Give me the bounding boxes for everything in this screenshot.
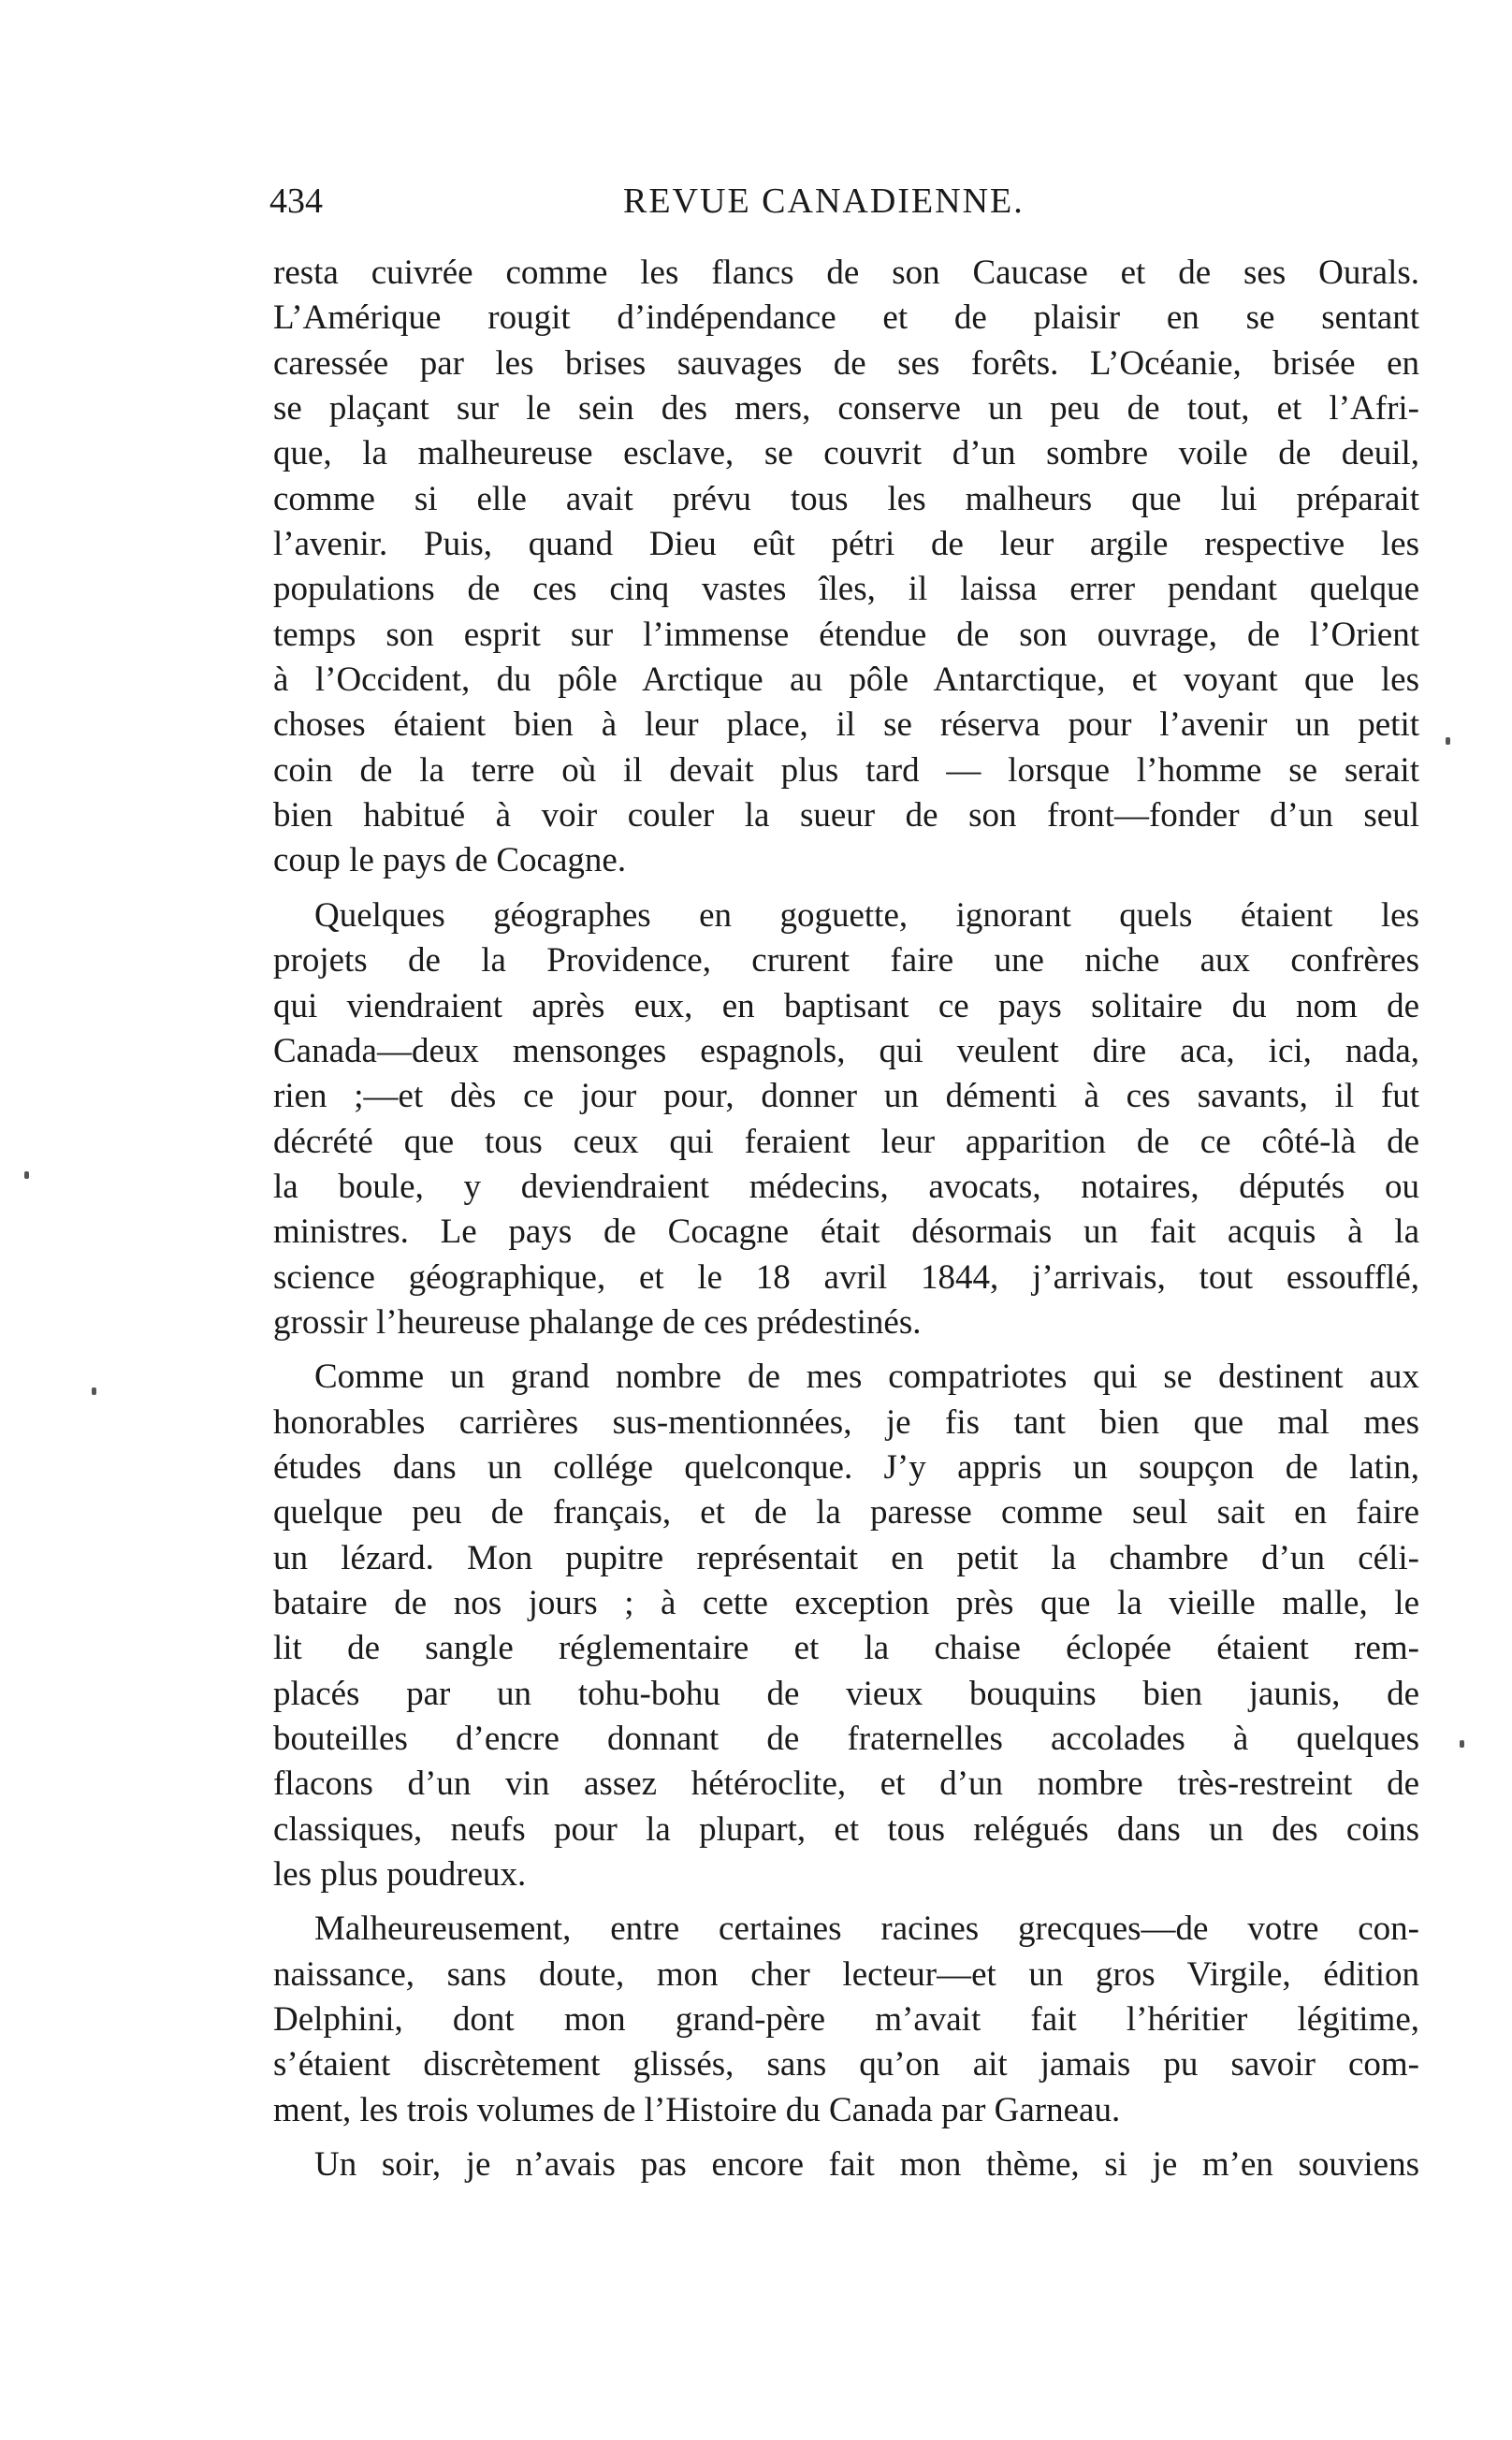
margin-speck bbox=[24, 1171, 29, 1179]
text-line: Quelques géographes en goguette, ignorant quels étaient les bbox=[314, 895, 1419, 935]
text-line: bien habitué à voir couler la sueur de son front—fonder d’un seul bbox=[273, 796, 1419, 835]
page-header bbox=[269, 175, 1413, 227]
paragraph-gap bbox=[273, 884, 1419, 893]
text-line: choses étaient bien à leur place, il se réserva pour l’avenir un petit bbox=[273, 705, 1419, 745]
text-line: que, la malheureuse esclave, se couvrit d’un sombre voile de deuil, bbox=[273, 434, 1419, 473]
paragraph bbox=[273, 1355, 1419, 1897]
text-line: placés par un tohu-bohu de vieux bouquins bien jaunis, de bbox=[273, 1674, 1419, 1713]
text-line: Un soir, je n’avais pas encore fait mon thème, si je m’en souviens bbox=[314, 2145, 1419, 2185]
text-line: Comme un grand nombre de mes compatriotes qui se destinent aux bbox=[314, 1358, 1419, 1397]
margin-speck bbox=[1460, 1740, 1464, 1748]
paragraph bbox=[273, 893, 1419, 1345]
body-text bbox=[273, 251, 1419, 2187]
running-head: REVUE CANADIENNE. bbox=[623, 182, 1025, 221]
text-line: décrété que tous ceux qui feraient leur apparition de ce côté-là de bbox=[273, 1122, 1419, 1161]
text-line: coin de la terre où il devait plus tard — lorsque l’homme se serait bbox=[273, 750, 1419, 790]
text-line: grossir l’heureuse phalange de ces prédestinés. bbox=[273, 1302, 922, 1342]
text-line: flacons d’un vin assez hétéroclite, et d’un nombre très-restreint de bbox=[273, 1765, 1419, 1804]
text-line: les plus poudreux. bbox=[273, 1855, 527, 1895]
text-line: coup le pays de Cocagne. bbox=[273, 841, 627, 880]
text-line: L’Amérique rougit d’indépendance et de plaisir en se sentant bbox=[273, 298, 1419, 338]
text-line: bouteilles d’encre donnant de fraternelles accolades à quelques bbox=[273, 1720, 1419, 1758]
paragraph-gap bbox=[273, 1345, 1419, 1355]
paragraph bbox=[273, 1907, 1419, 2133]
text-line: caressée par les brises sauvages de ses forêts. L’Océanie, brisée en bbox=[273, 343, 1419, 383]
text-line: naissance, sans doute, mon cher lecteur—et un gros Virgile, édition bbox=[273, 1954, 1419, 1994]
text-line: ministres. Le pays de Cocagne était désormais un fait acquis à la bbox=[273, 1213, 1419, 1252]
text-line: comme si elle avait prévu tous les malheurs que lui préparait bbox=[273, 479, 1419, 518]
text-line: la boule, y deviendraient médecins, avocats, notaires, députés ou bbox=[273, 1167, 1419, 1206]
page-number: 434 bbox=[269, 182, 323, 221]
text-line: rien ;—et dès ce jour pour, donner un démenti à ces savants, il fut bbox=[273, 1077, 1419, 1116]
text-line: bataire de nos jours ; à cette exception près que la vieille malle, le bbox=[273, 1583, 1419, 1622]
text-line: Delphini, dont mon grand-père m’avait fait l’héritier légitime, bbox=[273, 2000, 1419, 2040]
paragraph-gap bbox=[273, 2133, 1419, 2142]
text-line: quelque peu de français, et de la paresse comme seul sait en faire bbox=[273, 1493, 1419, 1532]
margin-speck bbox=[1446, 737, 1450, 745]
paragraph bbox=[273, 2142, 1419, 2187]
paragraph-gap bbox=[273, 1897, 1419, 1907]
margin-speck bbox=[92, 1387, 96, 1395]
text-line: resta cuivrée comme les flancs de son Caucase et de ses Ourals. bbox=[273, 254, 1419, 292]
text-line: projets de la Providence, crurent faire une niche aux confrères bbox=[273, 941, 1419, 980]
text-line: un lézard. Mon pupitre représentait en petit la chambre d’un céli- bbox=[273, 1538, 1419, 1577]
text-line: qui viendraient après eux, en baptisant ce pays solitaire du nom de bbox=[273, 986, 1419, 1025]
text-line: lit de sangle réglementaire et la chaise éclopée étaient rem- bbox=[273, 1629, 1419, 1668]
paragraph bbox=[273, 251, 1419, 884]
text-line: études dans un collége quelconque. J’y appris un soupçon de latin, bbox=[273, 1447, 1419, 1487]
text-line: temps son esprit sur l’immense étendue de son ouvrage, de l’Orient bbox=[273, 615, 1419, 654]
text-line: science géographique, et le 18 avril 1844, j’arrivais, tout essoufflé, bbox=[273, 1257, 1419, 1297]
text-line: à l’Occident, du pôle Arctique au pôle Antarctique, et voyant que les bbox=[273, 661, 1419, 700]
text-line: s’étaient discrètement glissés, sans qu’on ait jamais pu savoir com- bbox=[273, 2045, 1419, 2084]
text-line: Malheureusement, entre certaines racines grecques—de votre con- bbox=[314, 1910, 1419, 1949]
text-line: ment, les trois volumes de l’Histoire du Canada par Garneau. bbox=[273, 2090, 1121, 2129]
text-line: Canada—deux mensonges espagnols, qui veulent dire aca, ici, nada, bbox=[273, 1031, 1419, 1070]
text-line: populations de ces cinq vastes îles, il laissa errer pendant quelque bbox=[273, 570, 1419, 609]
text-line: se plaçant sur le sein des mers, conserve un peu de tout, et l’Afri- bbox=[273, 389, 1419, 428]
text-line: l’avenir. Puis, quand Dieu eût pétri de leur argile respective les bbox=[273, 525, 1419, 564]
text-line: honorables carrières sus-mentionnées, je fis tant bien que mal mes bbox=[273, 1402, 1419, 1442]
text-line: classiques, neufs pour la plupart, et tous relégués dans un des coins bbox=[273, 1809, 1419, 1849]
